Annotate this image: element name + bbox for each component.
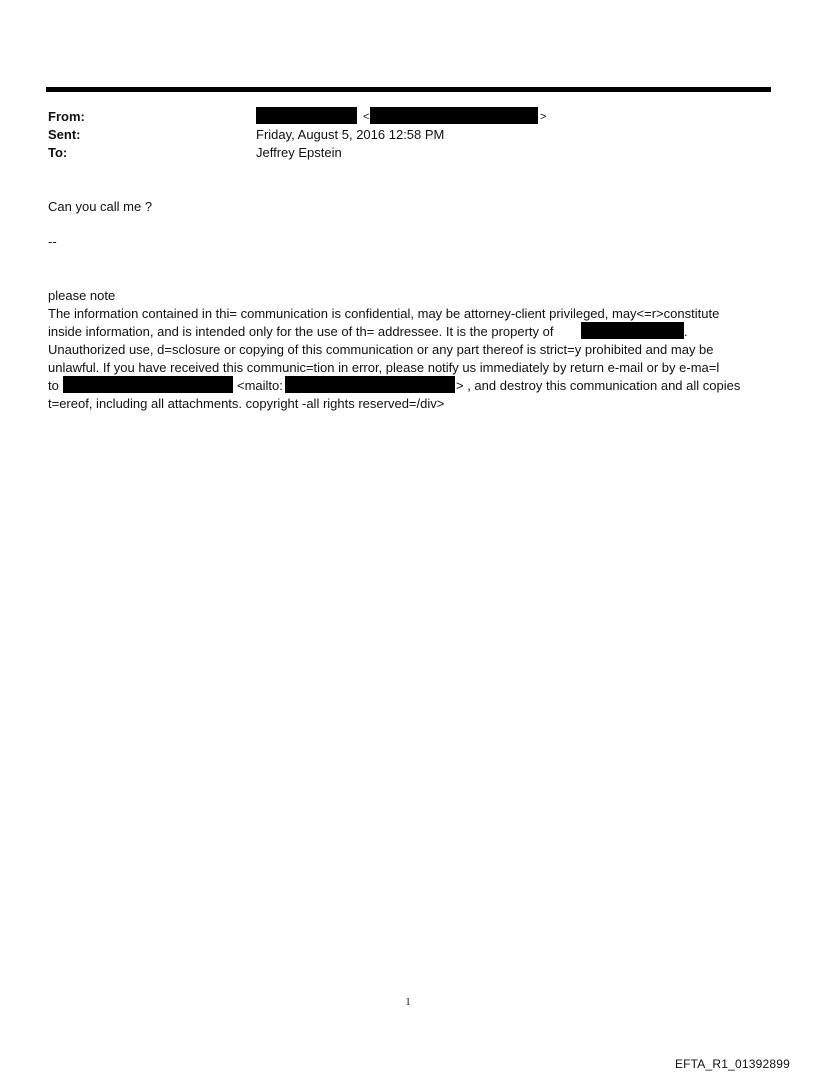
disclaimer-line-5-end: > , and destroy this communication and all copies — [456, 378, 741, 393]
to-label: To: — [48, 145, 68, 160]
disclaimer-line-5-to: to — [48, 378, 59, 393]
disclaimer-line-2-start: inside information, and is intended only for the use of th= addressee. It is the property of — [48, 324, 554, 339]
disclaimer-line-6: t=ereof, including all attachments. copyright -all rights reserved=/div> — [48, 396, 445, 411]
sent-label: Sent: — [48, 127, 81, 142]
sender-open-bracket: < — [363, 111, 370, 123]
sender-close-bracket: > — [540, 111, 547, 123]
signature-separator: -- — [48, 234, 57, 249]
redacted-contact-email — [285, 376, 455, 393]
disclaimer-line-1: The information contained in thi= communication is confidential, may be attorney-client privileged, may<=r>constitute — [48, 306, 720, 321]
message-text: Can you call me ? — [48, 199, 153, 214]
disclaimer-line-5-mailto: <mailto: — [237, 378, 283, 393]
to-value: Jeffrey Epstein — [256, 145, 342, 160]
disclaimer-line-2-end: . — [684, 324, 688, 339]
disclaimer-line-4: unlawful. If you have received this communic=tion in error, please notify us immediately by return e-mail or by e-ma=l — [48, 360, 720, 375]
from-label: From: — [48, 109, 85, 124]
disclaimer-line-3: Unauthorized use, d=sclosure or copying of this communication or any part thereof is strict=y prohibited and may be — [48, 342, 714, 357]
redacted-company-name — [581, 322, 684, 339]
page-number: 1 — [405, 996, 411, 1008]
redacted-sender-name — [256, 107, 357, 124]
redacted-sender-email — [370, 107, 538, 124]
redacted-contact-name — [63, 376, 233, 393]
header-rule — [46, 87, 771, 92]
disclaimer-heading: please note — [48, 288, 116, 303]
document-id: EFTA_R1_01392899 — [674, 1057, 790, 1071]
sent-value: Friday, August 5, 2016 12:58 PM — [256, 127, 445, 142]
